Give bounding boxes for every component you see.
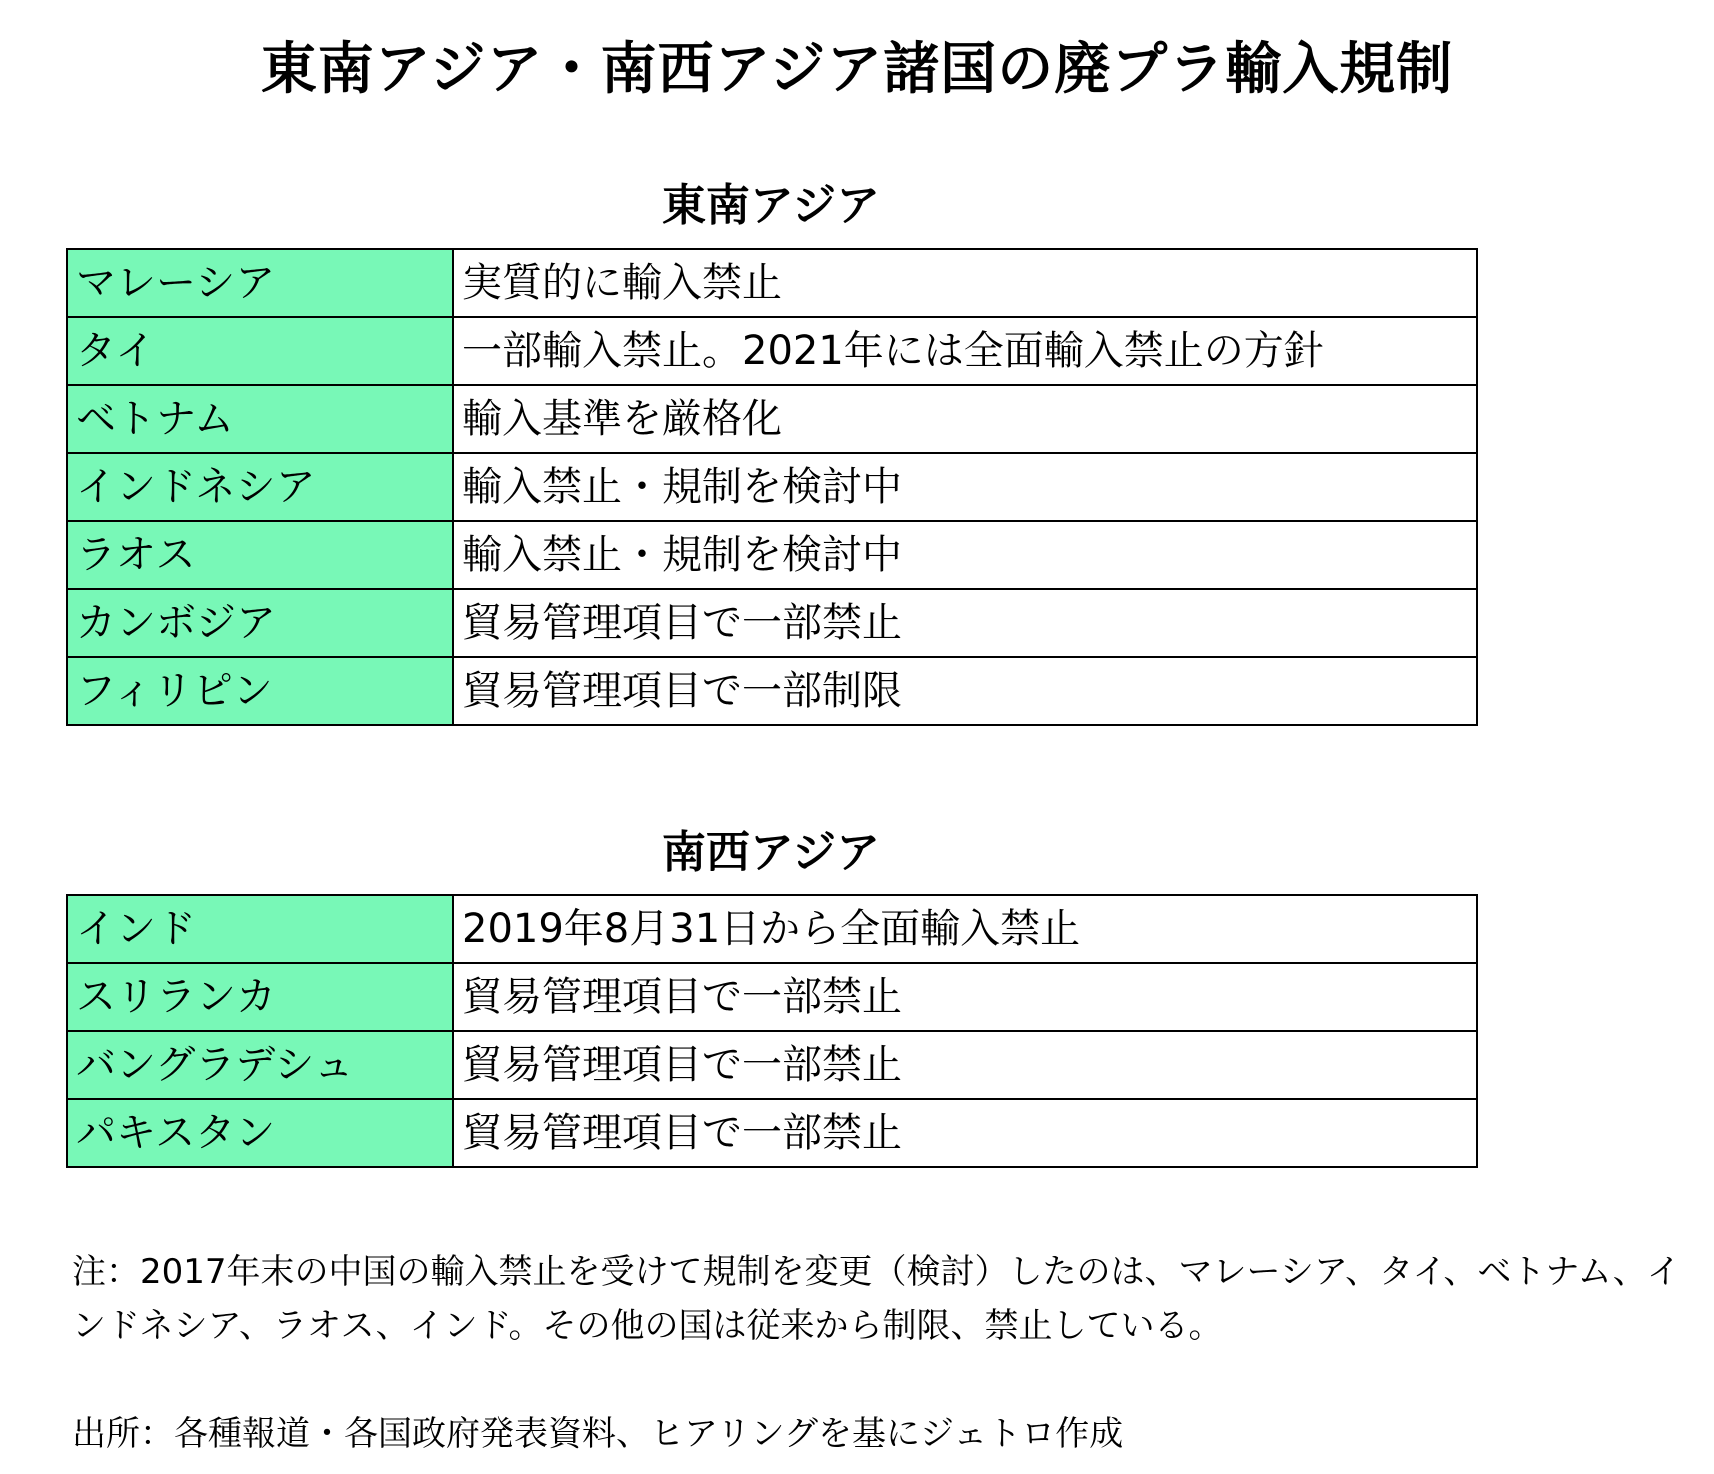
country-cell: インド xyxy=(67,895,453,963)
country-cell: スリランカ xyxy=(67,963,453,1031)
country-cell: バングラデシュ xyxy=(67,1031,453,1099)
country-cell: マレーシア xyxy=(67,249,453,317)
south-asia-table xyxy=(66,894,1478,1168)
table-row xyxy=(67,657,1477,725)
table-row xyxy=(67,249,1477,317)
status-cell: 貿易管理項目で一部禁止 xyxy=(453,963,1477,1031)
table-row xyxy=(67,317,1477,385)
footnote: 注：2017年末の中国の輸入禁止を受けて規制を変更（検討）したのは、マレーシア、タイ、ベトナム、インドネシア、ラオス、インド。その他の国は従来から制限、禁止している。 xyxy=(72,1252,1681,1346)
status-cell: 貿易管理項目で一部禁止 xyxy=(453,589,1477,657)
page-title: 東南アジア・南西アジア諸国の廃プラ輸入規制 xyxy=(260,37,1454,102)
status-cell: 貿易管理項目で一部禁止 xyxy=(453,1099,1477,1167)
country-cell: フィリピン xyxy=(67,657,453,725)
table-row xyxy=(67,453,1477,521)
status-cell: 輸入禁止・規制を検討中 xyxy=(453,521,1477,589)
south-asia-heading: 南西アジア xyxy=(661,827,881,878)
status-cell: 実質的に輸入禁止 xyxy=(453,249,1477,317)
country-cell: インドネシア xyxy=(67,453,453,521)
status-cell: 一部輸入禁止。2021年には全面輸入禁止の方針 xyxy=(453,317,1477,385)
southeast-asia-table xyxy=(66,248,1478,726)
status-cell: 2019年8月31日から全面輸入禁止 xyxy=(453,895,1477,963)
table-row xyxy=(67,385,1477,453)
country-cell: ベトナム xyxy=(67,385,453,453)
status-cell: 輸入禁止・規制を検討中 xyxy=(453,453,1477,521)
country-cell: パキスタン xyxy=(67,1099,453,1167)
source-credit: 出所：各種報道・各国政府発表資料、ヒアリングを基にジェトロ作成 xyxy=(72,1414,1124,1454)
country-cell: タイ xyxy=(67,317,453,385)
southeast-asia-heading: 東南アジア xyxy=(661,180,881,231)
table-row xyxy=(67,589,1477,657)
status-cell: 貿易管理項目で一部禁止 xyxy=(453,1031,1477,1099)
table-row xyxy=(67,963,1477,1031)
table-row xyxy=(67,895,1477,963)
country-cell: ラオス xyxy=(67,521,453,589)
country-cell: カンボジア xyxy=(67,589,453,657)
status-cell: 貿易管理項目で一部制限 xyxy=(453,657,1477,725)
table-row xyxy=(67,521,1477,589)
table-row xyxy=(67,1031,1477,1099)
status-cell: 輸入基準を厳格化 xyxy=(453,385,1477,453)
table-row xyxy=(67,1099,1477,1167)
